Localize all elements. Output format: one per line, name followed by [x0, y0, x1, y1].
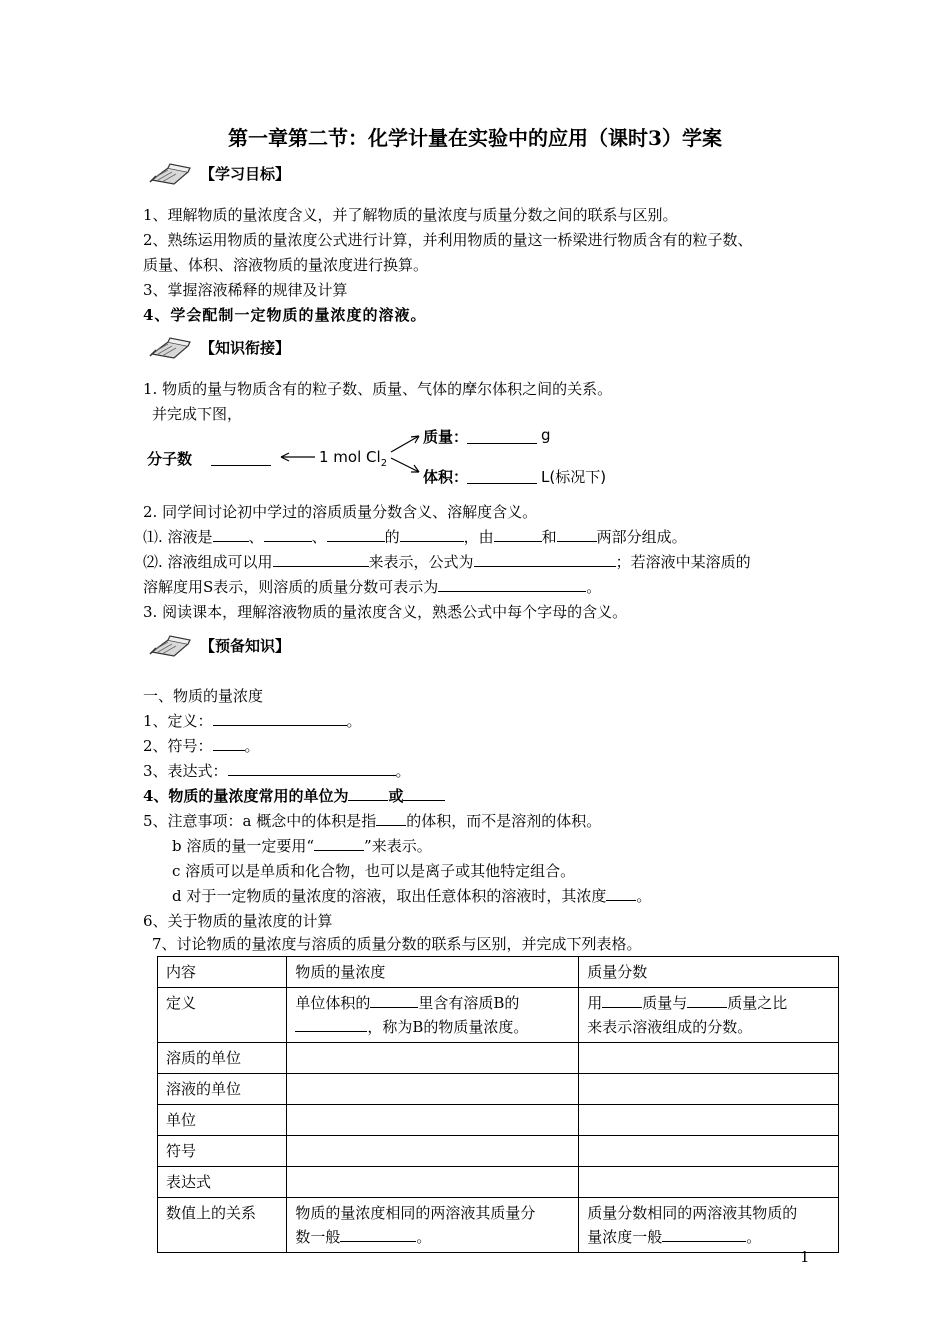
- page-title: 第一章第二节：化学计量在实验中的应用（课时3）学案: [228, 126, 722, 150]
- blank: [228, 760, 396, 776]
- link-q1b: 并完成下图，: [152, 405, 243, 423]
- section-goals-header: [148, 160, 290, 186]
- rel-c-text-3: 。: [416, 1228, 432, 1246]
- link-q2b: [143, 551, 751, 572]
- definition-fraction-cell: [579, 988, 839, 1043]
- table-row-definition: [158, 988, 839, 1043]
- rel-w-text-2: 量浓度一般: [587, 1228, 663, 1246]
- blank: [273, 551, 369, 567]
- table-cell: [287, 1043, 579, 1074]
- table-header-cell: 物质的量浓度: [287, 957, 579, 988]
- prep-note-a: [143, 810, 601, 831]
- blank: [340, 1226, 416, 1242]
- rel-c-text-2: 数一般: [295, 1228, 341, 1246]
- book-icon: [148, 160, 192, 186]
- def-c-text-2: 里含有溶质B的: [418, 994, 520, 1012]
- comparison-table: [157, 956, 839, 1253]
- table-row: [158, 1167, 839, 1198]
- prep-def-text: 1、定义：: [143, 712, 213, 730]
- prep-discuss: 7、讨论物质的量浓度与溶质的质量分数的联系与区别，并完成下列表格。: [152, 935, 642, 953]
- goal-4: 4、学会配制一定物质的量浓度的溶液。: [143, 306, 427, 324]
- blank: [606, 885, 636, 901]
- section-link-header: [148, 334, 290, 360]
- blank: [557, 526, 597, 542]
- q2a-text-1: ⑴. 溶液是: [143, 528, 213, 546]
- table-row: [158, 1136, 839, 1167]
- def-c-text-1: 单位体积的: [295, 994, 371, 1012]
- section-prep-label: 【预备知识】: [200, 636, 291, 655]
- q2a-text-6: 和: [541, 528, 557, 546]
- prep-unit: [143, 785, 445, 806]
- table-row: [158, 1043, 839, 1074]
- def-w-text-4: 来表示溶液组成的分数。: [587, 1018, 753, 1036]
- blank: [438, 576, 586, 592]
- diagram-center-sub: 2: [380, 458, 388, 469]
- row-label: 数值上的关系: [158, 1198, 287, 1253]
- prep-sym-text: 2、符号：: [143, 737, 213, 755]
- row-label: 溶液的单位: [158, 1074, 287, 1105]
- diagram-left-blank: [211, 450, 271, 466]
- goal-1: 1、理解物质的量浓度含义，并了解物质的量浓度与质量分数之间的联系与区别。: [143, 206, 678, 224]
- section-prep-header: [148, 632, 290, 658]
- q2a-text-3: 、: [311, 528, 327, 546]
- blank: [376, 810, 406, 826]
- link-q3: 3. 阅读课本，理解溶液物质的量浓度含义，熟悉公式中每个字母的含义。: [143, 603, 628, 621]
- blank: [327, 526, 385, 542]
- mole-diagram: [143, 420, 643, 490]
- diagram-mass-unit: g: [541, 426, 551, 444]
- prep-note-a-text-1: 5、注意事项：a 概念中的体积是指: [143, 812, 377, 830]
- q2c-text-1: 溶解度用S表示，则溶质的质量分数可表示为: [143, 578, 439, 596]
- prep-unit-text-2: 或: [388, 787, 404, 805]
- blank: [602, 992, 642, 1008]
- row-label: 表达式: [158, 1167, 287, 1198]
- link-q2: 2. 同学间讨论初中学过的溶质质量分数含义、溶解度含义。: [143, 503, 538, 521]
- q2a-text-7: 两部分组成。: [596, 528, 687, 546]
- prep-def-end: 。: [346, 712, 362, 730]
- blank: [264, 526, 312, 542]
- def-c-text-3: ，称为B的物质量浓度。: [367, 1018, 529, 1036]
- table-row-relation: [158, 1198, 839, 1253]
- blank: [474, 551, 616, 567]
- prep-calc: 6、关于物质的量浓度的计算: [143, 912, 333, 930]
- relation-fraction-cell: [579, 1198, 839, 1253]
- blank: [295, 1016, 367, 1032]
- prep-expr: [143, 760, 411, 781]
- prep-note-d-text-2: 。: [636, 887, 652, 905]
- diagram-center-label: [319, 448, 387, 469]
- blank: [662, 1226, 746, 1242]
- q2c-text-2: 。: [586, 578, 602, 596]
- section-goals-label: 【学习目标】: [200, 164, 291, 183]
- rel-c-text-1: 物质的量浓度相同的两溶液其质量分: [295, 1204, 536, 1222]
- diagram-volume-blank: [467, 468, 537, 484]
- table-cell: [287, 1136, 579, 1167]
- diagram-mass-blank: [467, 428, 537, 444]
- q2a-text-4: 的: [384, 528, 400, 546]
- row-label: 符号: [158, 1136, 287, 1167]
- table-cell: [579, 1105, 839, 1136]
- blank: [400, 526, 464, 542]
- table-cell: [579, 1043, 839, 1074]
- def-w-text-2: 质量与: [642, 994, 688, 1012]
- def-w-text-1: 用: [587, 994, 603, 1012]
- table-cell: [287, 1167, 579, 1198]
- prep-note-b-text-1: b 溶质的量一定要用“: [172, 837, 315, 855]
- goal-2: 2、熟练运用物质的量浓度公式进行计算，并利用物质的量这一桥梁进行物质含有的粒子数、: [143, 231, 753, 249]
- blank: [314, 835, 364, 851]
- table-cell: [579, 1167, 839, 1198]
- book-icon: [148, 632, 192, 658]
- table-header-cell: 内容: [158, 957, 287, 988]
- table-row: [158, 1074, 839, 1105]
- prep-unit-text-1: 4、物质的量浓度常用的单位为: [143, 787, 349, 805]
- table-header-row: [158, 957, 839, 988]
- q2a-text-5: ，由: [463, 528, 494, 546]
- page-number: 1: [800, 1248, 810, 1266]
- prep-def: [143, 710, 362, 731]
- blank: [213, 735, 245, 751]
- prep-note-d-text-1: d 对于一定物质的量浓度的溶液，取出任意体积的溶液时，其浓度: [172, 887, 607, 905]
- row-label: 单位: [158, 1105, 287, 1136]
- prep-heading: 一、物质的量浓度: [143, 687, 264, 705]
- prep-expr-end: 。: [395, 762, 411, 780]
- row-label: 定义: [158, 988, 287, 1043]
- table-cell: [287, 1074, 579, 1105]
- diagram-center-text: 1 mol Cl: [319, 448, 381, 466]
- prep-note-b: [172, 835, 432, 856]
- link-q2a: [143, 526, 687, 547]
- q2a-text-2: 、: [248, 528, 264, 546]
- blank: [403, 785, 445, 801]
- def-w-text-3: 质量之比: [727, 994, 788, 1012]
- goal-3: 3、掌握溶液稀释的规律及计算: [143, 281, 348, 299]
- q2b-text-1: ⑵. 溶液组成可以用: [143, 553, 273, 571]
- diagram-mass-label: 质量：: [423, 428, 469, 446]
- link-q1: 1. 物质的量与物质含有的粒子数、质量、气体的摩尔体积之间的关系。: [143, 380, 613, 398]
- prep-expr-text: 3、表达式：: [143, 762, 228, 780]
- prep-note-d: [172, 885, 651, 906]
- prep-note-b-text-2: ”来表示。: [364, 837, 432, 855]
- blank: [370, 992, 418, 1008]
- goal-2-cont: 质量、体积、溶液物质的量浓度进行换算。: [143, 256, 429, 274]
- prep-sym: [143, 735, 260, 756]
- blank: [213, 526, 249, 542]
- prep-note-a-text-2: 的体积，而不是溶剂的体积。: [406, 812, 602, 830]
- arrow-left-icon: [277, 450, 317, 464]
- rel-w-text-1: 质量分数相同的两溶液其物质的: [587, 1204, 798, 1222]
- table-row: [158, 1105, 839, 1136]
- rel-w-text-3: 。: [746, 1228, 762, 1246]
- branch-arrows-icon: [389, 428, 425, 478]
- prep-sym-end: 。: [244, 737, 260, 755]
- section-link-label: 【知识衔接】: [200, 338, 291, 357]
- blank: [687, 992, 727, 1008]
- diagram-volume-unit: L(标况下): [541, 468, 607, 486]
- table-cell: [579, 1074, 839, 1105]
- table-cell: [287, 1105, 579, 1136]
- table-cell: [579, 1136, 839, 1167]
- diagram-volume-label: 体积：: [423, 468, 469, 486]
- book-icon: [148, 334, 192, 360]
- q2b-text-2: 来表示，公式为: [368, 553, 474, 571]
- link-q2c: [143, 576, 601, 597]
- definition-concentration-cell: [287, 988, 579, 1043]
- table-header-cell: 质量分数: [579, 957, 839, 988]
- blank: [213, 710, 347, 726]
- blank: [348, 785, 388, 801]
- relation-concentration-cell: [287, 1198, 579, 1253]
- q2b-text-3: ；若溶液中某溶质的: [615, 553, 751, 571]
- row-label: 溶质的单位: [158, 1043, 287, 1074]
- prep-note-c: c 溶质可以是单质和化合物，也可以是离子或其他特定组合。: [172, 862, 576, 880]
- diagram-left-label: 分子数: [147, 450, 193, 468]
- blank: [494, 526, 542, 542]
